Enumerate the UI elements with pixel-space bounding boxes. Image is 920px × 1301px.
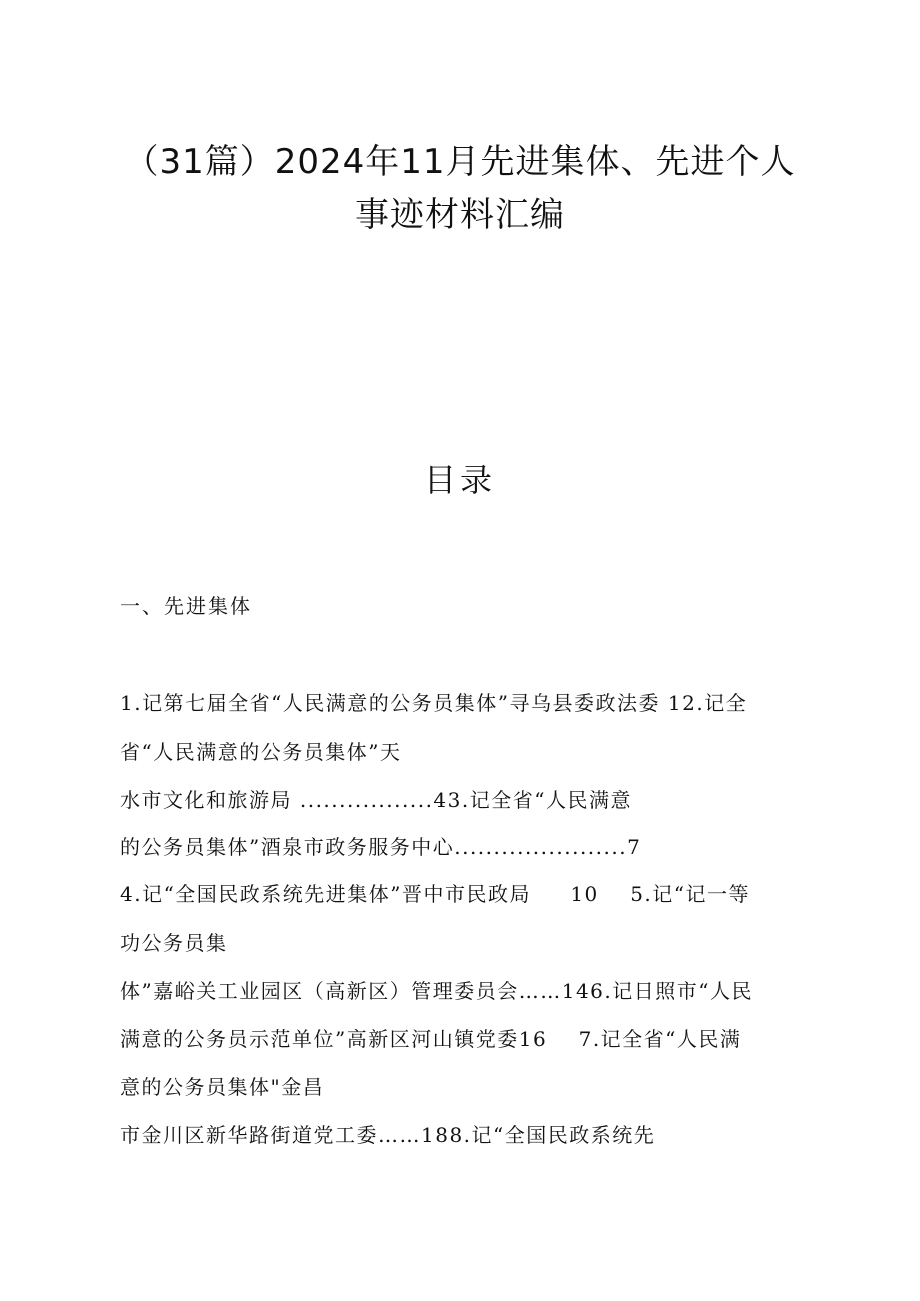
toc-line: 的公务员集体”酒泉市政务服务中心......................7 [120,835,642,859]
document-title-line-2: 事迹材料汇编 [355,195,565,235]
section-heading: 一、先进集体 [120,594,252,618]
toc-heading: 目录 [423,461,496,499]
toc-line: 功公务员集 [120,931,228,955]
document-title-line-1: （31篇）2024年11月先进集体、先进个人 [124,142,796,182]
toc-line: 省“人民满意的公务员集体”天 [120,740,402,764]
toc-line: 水市文化和旅游局 .................43.记全省“人民满意 [120,788,632,812]
toc-line: 4.记“全国民政系统先进集体”晋中市民政局 10 5.记“记一等 [120,882,751,906]
toc-line: 市金川区新华路街道党工委……188.记“全国民政系统先 [120,1123,656,1147]
toc-line: 体”嘉峪关工业园区（高新区）管理委员会……146.记日照市“人民 [120,979,753,1003]
toc-line: 1.记第七届全省“人民满意的公务员集体”寻乌县委政法委 12.记全 [120,691,748,715]
toc-line: 满意的公务员示范单位”高新区河山镇党委16 7.记全省“人民满 [120,1027,742,1051]
toc-line: 意的公务员集体"金昌 [120,1075,325,1099]
